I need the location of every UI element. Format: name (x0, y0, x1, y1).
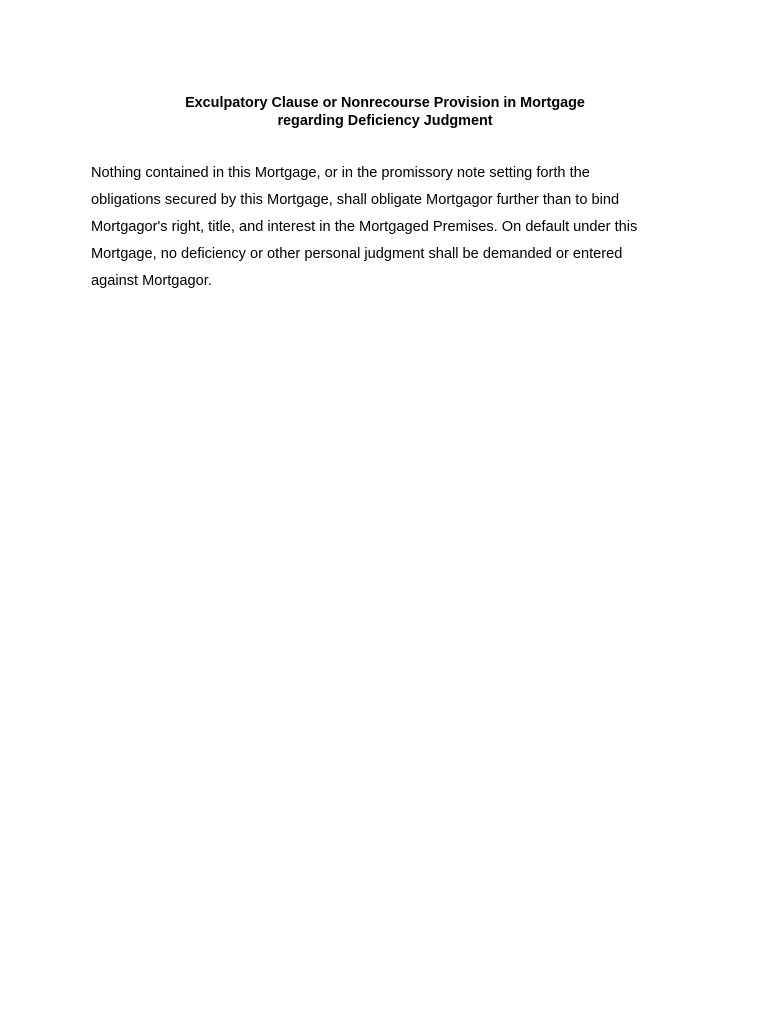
document-body-paragraph (91, 160, 691, 295)
document-title (0, 94, 770, 130)
body-line: Mortgagor's right, title, and interest in the Mortgaged Premises. On default under this (91, 219, 638, 235)
body-line: Mortgage, no deficiency or other personal judgment shall be demanded or entered (91, 246, 623, 262)
body-line: against Mortgagor. (91, 273, 212, 289)
document-title-line-1: Exculpatory Clause or Nonrecourse Provision in Mortgage (185, 95, 585, 111)
document-title-line-2: regarding Deficiency Judgment (277, 113, 493, 129)
body-line: Nothing contained in this Mortgage, or in the promissory note setting forth the (91, 165, 590, 181)
body-line: obligations secured by this Mortgage, shall obligate Mortgagor further than to bind (91, 192, 620, 208)
